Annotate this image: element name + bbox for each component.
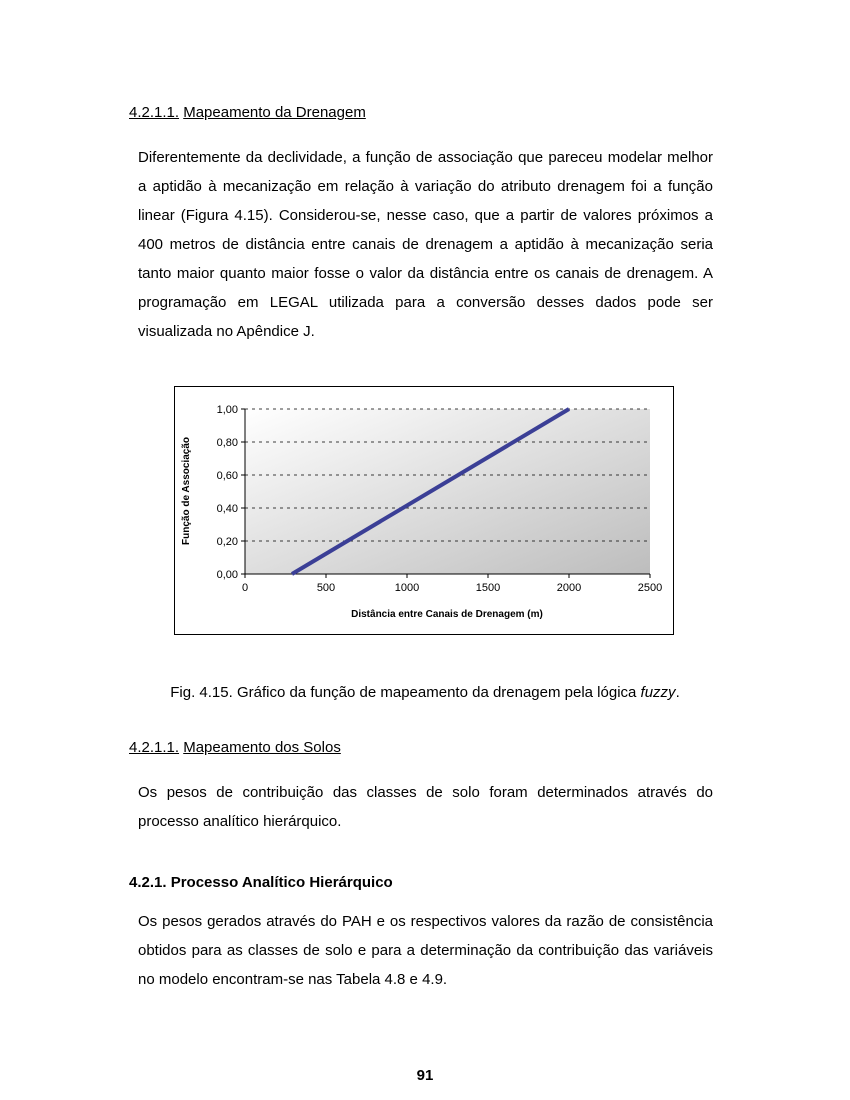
y-tick-label: 0,40: [216, 503, 238, 515]
x-tick-label: 2500: [637, 582, 663, 594]
x-tick-label: 1000: [394, 582, 420, 594]
x-tick-label: 1500: [475, 582, 501, 594]
heading-title: Mapeamento dos Solos: [183, 739, 341, 756]
page-number: 91: [416, 1067, 434, 1084]
paragraph-pah: Os pesos gerados através do PAH e os respectivos valores da razão de consistência obtidos para as classes de solo e para a determinação da contribuição das variáveis no modelo encontram-se nas Tabela 4.8 e 4.9.: [138, 913, 713, 988]
x-tick-label: 2000: [556, 582, 582, 594]
x-tick-label: 0: [241, 582, 249, 594]
heading-number: 4.2.1.1.: [129, 739, 180, 756]
figure-caption: [0, 684, 850, 701]
caption-italic: fuzzy: [640, 684, 676, 701]
y-tick-label: 1,00: [216, 404, 238, 416]
heading-number: 4.2.1.1.: [129, 104, 180, 121]
caption-end: .: [675, 684, 680, 701]
y-axis-label: Função de Associação: [181, 437, 192, 545]
heading-title: Mapeamento da Drenagem: [183, 104, 366, 121]
x-axis-label: Distância entre Canais de Drenagem (m): [351, 609, 543, 620]
y-tick-label: 0,00: [216, 569, 238, 581]
chart-svg: [175, 387, 675, 636]
paragraph-solos: Os pesos de contribuição das classes de solo foram determinados através do processo analítico hierárquico.: [138, 784, 713, 830]
chart-figure: [174, 386, 674, 635]
plot-area: [245, 409, 650, 574]
y-tick-label: 0,20: [216, 536, 238, 548]
caption-text: Fig. 4.15. Gráfico da função de mapeamento da drenagem pela lógica: [170, 684, 641, 701]
y-tick-label: 0,60: [216, 470, 238, 482]
x-tick-label: 500: [316, 582, 336, 594]
paragraph-drenagem: Diferentemente da declividade, a função de associação que pareceu modelar melhor a aptidão à mecanização em relação à variação do atributo drenagem foi a função linear (Figura 4.15). Considerou-se, nesse caso, que a partir de valores próximos a 400 metros de distância entre canais de drenagem a aptidão à mecanização seria tanto maior quanto maior fosse o valor da distância entre os canais de drenagem. A programação em LEGAL utilizada para a conversão desses dados pode ser visualizada no Apêndice J.: [138, 149, 713, 340]
heading-pah: 4.2.1. Processo Analítico Hierárquico: [129, 874, 393, 891]
heading-drenagem: [129, 104, 366, 121]
y-tick-label: 0,80: [216, 437, 238, 449]
heading-solos: [129, 739, 341, 756]
